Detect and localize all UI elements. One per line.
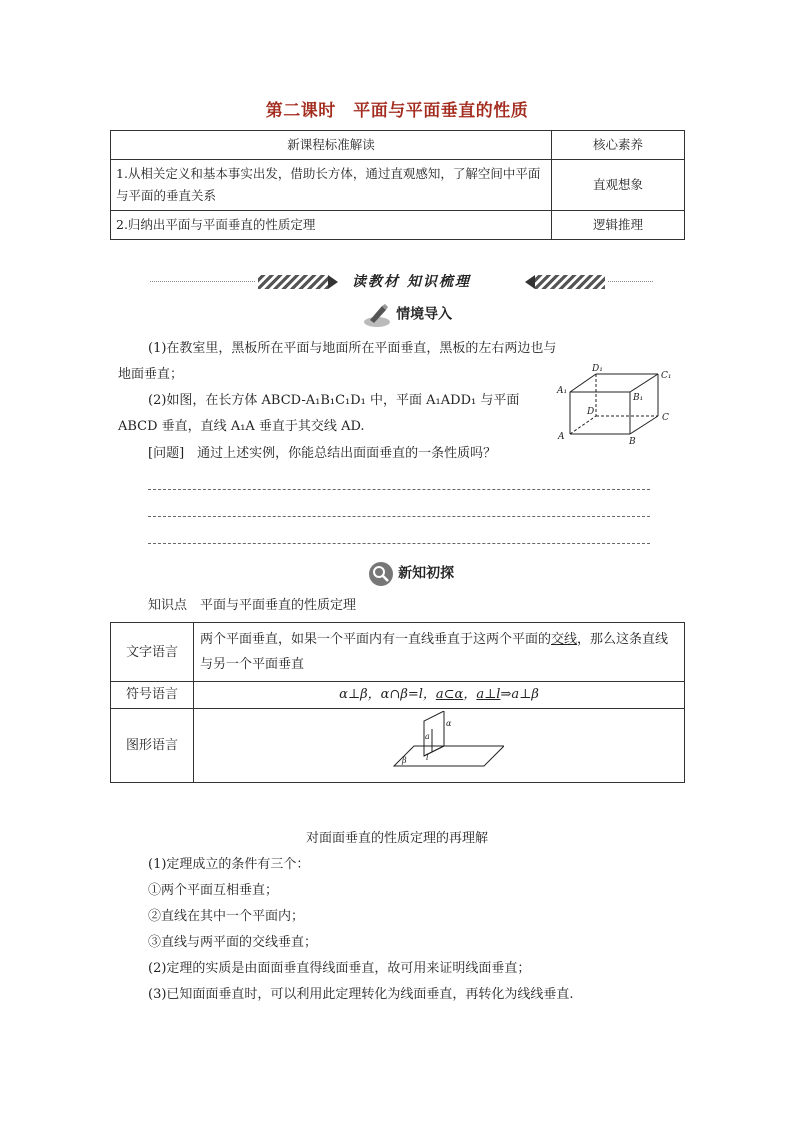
answer-line — [148, 516, 650, 517]
cube-label-a1: A₁ — [557, 386, 568, 396]
banner-arrow-left-icon — [525, 275, 535, 289]
section1-heading-text: 情境导入 — [396, 306, 453, 323]
symbol-part: ⇒a⊥β — [500, 687, 539, 702]
banner-arrow-right-icon — [328, 275, 338, 289]
cube-label-b1: B₁ — [633, 393, 644, 403]
text-part: 两个平面垂直，如果一个平面内有一直线垂直于这两个平面的 — [200, 632, 552, 647]
table-row — [111, 682, 685, 709]
banner-stripe-right — [535, 275, 605, 289]
list-item: (1)定理成立的条件有三个： — [148, 857, 310, 872]
section1-heading — [362, 302, 452, 328]
scenario-paragraph-2: (2)如图，在长方体 ABCD-A₁B₁C₁D₁ 中，平面 A₁ADD₁ 与平面 ABCD 垂直，直线 A₁A 垂直于其交线 AD. — [118, 393, 520, 434]
scenario-paragraph-1: (1)在教室里，黑板所在平面与地面所在平面垂直，黑板的左右两边也与地面垂直； — [118, 341, 557, 382]
answer-line — [148, 489, 650, 490]
answer-line — [148, 543, 650, 544]
cube-label-b: B — [629, 437, 636, 447]
reinterpretation-heading: 对面面垂直的性质定理的再理解 — [305, 831, 488, 846]
header-standards: 新课程标准解读 — [111, 131, 552, 160]
list-item: (2)定理的实质是由面面垂直得线面垂直，故可用来证明线面垂直； — [148, 961, 531, 976]
banner-dotted-right — [608, 281, 653, 282]
perpendicular-planes-figure — [374, 711, 504, 771]
standards-table — [110, 130, 685, 240]
list-item: (3)已知面面垂直时，可以利用此定理转化为线面垂直，再转化为线线垂直. — [148, 987, 574, 1002]
underlined-term: 交线 — [551, 632, 578, 647]
cube-label-a: A — [558, 432, 565, 442]
cube-label-c: C — [662, 413, 669, 423]
standard-text: 2.归纳出平面与平面垂直的性质定理 — [111, 211, 552, 240]
header-skills: 核心素养 — [552, 131, 685, 160]
skill-text: 逻辑推理 — [552, 211, 685, 240]
symbol-language-label: 符号语言 — [111, 682, 194, 709]
text-language-content — [194, 623, 685, 682]
reinterpretation-list — [148, 852, 668, 1008]
list-item: ②直线在其中一个平面内； — [148, 909, 305, 924]
section2-heading-text: 新知初探 — [398, 565, 455, 582]
fig-label-a: a — [425, 732, 430, 741]
cuboid-figure — [556, 362, 680, 450]
symbol-underlined: a⊂α — [435, 687, 464, 702]
table-row — [111, 211, 685, 240]
cube-label-d: D — [587, 407, 595, 417]
section2-heading — [368, 561, 454, 587]
symbol-underlined: a⊥l — [476, 687, 501, 702]
knowledge-point: 知识点 平面与平面垂直的性质定理 — [148, 598, 357, 613]
figure-language-label: 图形语言 — [111, 709, 194, 783]
table-row — [111, 160, 685, 211]
figure-language-content — [194, 709, 685, 783]
table-header-row — [111, 131, 685, 160]
page-title: 第二课时 平面与平面垂直的性质 — [265, 101, 529, 121]
list-item: ③直线与两平面的交线垂直； — [148, 935, 318, 950]
text-part: ，那么这条直线与另一个平面垂直 — [200, 632, 669, 672]
symbol-part: α⊥β，α∩β=l， — [339, 687, 436, 702]
question-text: [问题] 通过上述实例，你能总结出面面垂直的一条性质吗？ — [148, 446, 497, 461]
text-language-label: 文字语言 — [111, 623, 194, 682]
banner-title: 读教材 知识梳理 — [352, 274, 471, 290]
banner-stripe-left — [258, 275, 328, 289]
table-row — [111, 709, 685, 783]
table-row — [111, 623, 685, 682]
cube-label-d1: D₁ — [592, 364, 603, 374]
banner-dotted-left — [150, 281, 255, 282]
symbol-language-content — [194, 682, 685, 709]
standard-text: 1.从相关定义和基本事实出发，借助长方体，通过直观感知，了解空间中平面与平面的垂直关系 — [111, 160, 552, 211]
fig-label-l: l — [426, 753, 429, 762]
pencil-icon — [362, 302, 392, 328]
list-item: ①两个平面互相垂直； — [148, 883, 279, 898]
symbol-part: ， — [463, 687, 477, 702]
cube-label-c1: C₁ — [661, 371, 672, 381]
magnifier-icon — [368, 561, 394, 587]
theorem-table — [110, 622, 685, 783]
fig-label-beta: β — [402, 756, 407, 765]
skill-text: 直观想象 — [552, 160, 685, 211]
fig-label-alpha: α — [446, 719, 452, 728]
